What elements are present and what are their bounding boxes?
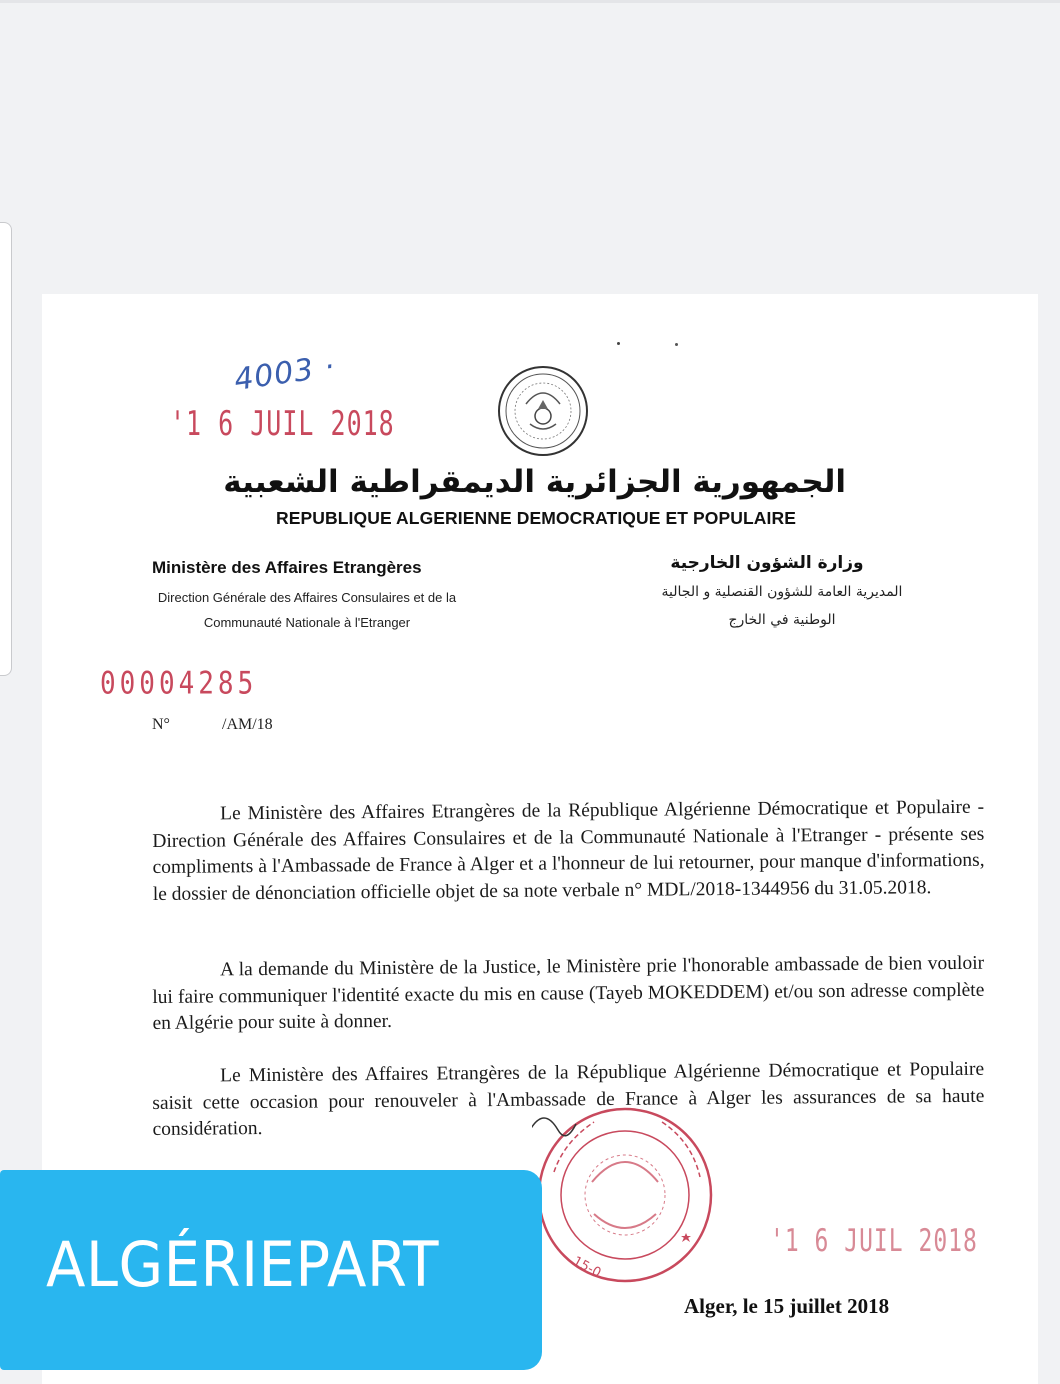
body-paragraph-3-text: Le Ministère des Affaires Etrangères de la République Algérienne Démocratique et Populaire saisit cette occasion pour renouveler à l'Ambassade de France à Alger les assurances de sa haute considération. bbox=[152, 1058, 985, 1140]
body-paragraph-2-text: A la demande du Ministère de la Justice, le Ministère prie l'honorable ambassade de bien vouloir lui faire communiquer l'identité exacte du mis en cause (Tayeb MOKEDDEM) et/ou son adresse complète en Algérie pour suite à donner. bbox=[152, 952, 985, 1034]
watermark-banner bbox=[0, 1170, 542, 1370]
direction-name-ar-line1: المديرية العامة للشؤون القنصلية و الجالية bbox=[661, 584, 903, 600]
body-paragraph-2 bbox=[152, 951, 985, 1038]
place-and-date: Alger, le 15 juillet 2018 bbox=[684, 1294, 890, 1318]
watermark-label: ALGÉRIEPART bbox=[46, 1228, 439, 1301]
reference-label: N° bbox=[152, 716, 170, 733]
received-date-stamp-bottom: '1 6 JUIL 2018 bbox=[770, 1224, 978, 1260]
reference-suffix: /AM/18 bbox=[222, 716, 273, 733]
arabic-republic-title: الجمهورية الجزائرية الديمقراطية الشعبية bbox=[223, 464, 846, 500]
direction-name-ar-line2: الوطنية في الخارج bbox=[728, 612, 836, 628]
side-panel-edge bbox=[0, 222, 12, 676]
seal-number: 15-0 bbox=[570, 1253, 604, 1282]
direction-name-fr-line2: Communauté Nationale à l'Etranger bbox=[203, 615, 411, 630]
french-republic-title: REPUBLIQUE ALGERIENNE DEMOCRATIQUE ET POPULAIRE bbox=[276, 508, 797, 528]
ministry-name-fr: Ministère des Affaires Etrangères bbox=[152, 558, 422, 577]
body-paragraph-1 bbox=[152, 795, 985, 908]
received-date-stamp-top: '1 6 JUIL 2018 bbox=[170, 404, 395, 444]
speck-marks bbox=[617, 342, 687, 348]
handwritten-reference: 4003 · bbox=[232, 349, 338, 398]
direction-name-fr-line1: Direction Générale des Affaires Consulaires et de la bbox=[157, 590, 457, 605]
official-ministry-seal bbox=[532, 1102, 718, 1288]
top-divider bbox=[0, 0, 1060, 3]
ministry-name-ar: وزارة الشؤون الخارجية bbox=[670, 553, 864, 573]
registration-number-stamp: 00004285 bbox=[100, 666, 258, 702]
national-emblem-seal bbox=[496, 364, 590, 458]
body-paragraph-1-text: Le Ministère des Affaires Etrangères de la République Algérienne Démocratique et Populaire - Direction Générale des Affaires Consulaires et de la Communauté Nationale à l'Etranger - présente ses compliments à l'Ambassade de France à Alger et a l'honneur de lui retourner, pour manque d'informations, le dossier de dénonciation officielle objet de sa note verbale n° MDL/2018-1344956 du 31.05.2018. bbox=[152, 796, 985, 905]
